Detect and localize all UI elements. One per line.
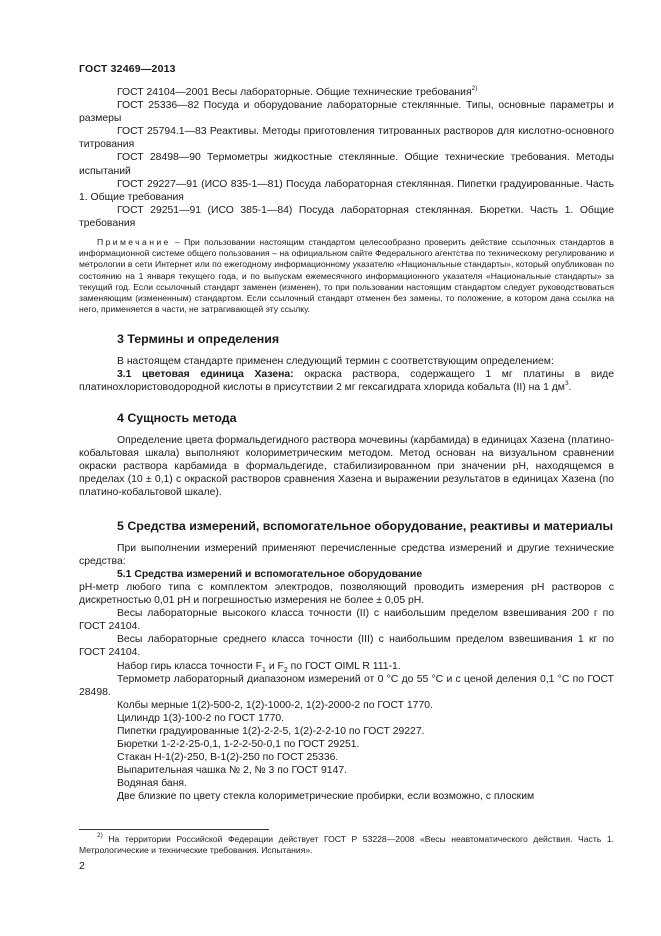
section-3-intro: В настоящем стандарте применен следующий термин с соответствующим определением:	[117, 355, 554, 367]
section-4-heading: 4 Сущность метода	[117, 411, 237, 426]
page-number: 2	[79, 860, 85, 872]
note	[79, 237, 614, 315]
reference-item: ГОСТ 29227—91 (ИСО 835-1—81) Посуда лабораторная стеклянная. Пипетки градуированные. Часть 1. Общие требования	[79, 178, 614, 203]
section-4-text: Определение цвета формальдегидного раствора мочевины (карбамида) в единицах Хазена (платино-кобальтовая шкала) выполняют колориметрическим методом. Метод основан на визуальном сравнении окраски раствора карбамида в формальдегиде, стабилизированном при значении рН, находящемся в пределах (10 ± 0,1) с окраской растворов сравнения Хазена и выражении результатов в единицах Хазена (по платино-кобальтовой шкале).	[79, 434, 614, 499]
equipment-item: Весы лабораторные среднего класса точности (III) с наибольшим пределом взвешивания 1 кг по ГОСТ 24104.	[79, 634, 614, 659]
footnote-ref: 2)	[471, 84, 478, 92]
equipment-item: Выпарительная чашка № 2, № 3 по ГОСТ 9147.	[117, 765, 348, 777]
reference-item: ГОСТ 25794.1—83 Реактивы. Методы приготовления титрованных растворов для кислотно-основного титрования	[79, 126, 614, 151]
equipment-item: Бюретки 1-2-2-25-0,1, 1-2-2-50-0,1 по ГОСТ 29251.	[117, 739, 360, 751]
equipment-item: Водяная баня.	[117, 778, 187, 790]
note-text: – При пользовании настоящим стандартом целесообразно проверить действие ссылочных стандартов в информационной системе общего пользования – на официальном сайте Федерального агентства по техническому регулированию и метрологии в сети Интернет или по ежегодному информационному указателю «Национальные стандарты», который опубликован по состоянию на 1 января текущего года, и по выпускам ежемесячного информационного указателя «Национальные стандарты» за текущий год. Если ссылочный стандарт заменен (изменен), то при пользовании настоящим стандартом следует руководствоваться заменяющим (измененным) стандартом. Если ссылочный стандарт отменен без замены, то положение, в котором дана ссылка на него, применяется в части, не затрагивающей эту ссылку.	[79, 237, 614, 315]
subsection-5-1-heading: 5.1 Средства измерений и вспомогательное оборудование	[117, 568, 423, 580]
equipment-item: Стакан Н-1(2)-250, В-1(2)-250 по ГОСТ 25336.	[117, 752, 339, 764]
term-name: 3.1 цветовая единица Хазена:	[117, 369, 294, 381]
footnote-marker: 2)	[97, 832, 103, 840]
equipment-item: Две близкие по цвету стекла колориметрические пробирки, если возможно, с плоским	[117, 791, 535, 803]
equipment-item: Термометр лабораторный диапазоном измерений от 0 °С до 55 °С и с ценой деления 0,1 °С по ГОСТ 28498.	[79, 673, 614, 698]
section-5-intro: При выполнении измерений применяют перечисленные средства измерений и другие технические средства:	[79, 542, 614, 567]
section-3-heading: 3 Термины и определения	[117, 332, 280, 347]
document-body	[79, 86, 614, 804]
reference-item: ГОСТ 24104—2001 Весы лабораторные. Общие технические требования$^{2)}$	[117, 84, 478, 98]
reference-item: ГОСТ 25336—82 Посуда и оборудование лабораторные стеклянные. Типы, основные параметры и размеры	[79, 100, 614, 125]
reference-item: ГОСТ 29251—91 (ИСО 385-1—84) Посуда лабораторная стеклянная. Бюретки. Часть 1. Общие требования	[79, 204, 614, 229]
equipment-item: Набор гирь класса точности $F_1$ и $F_2$ по ГОСТ OIML R 111-1.	[117, 660, 401, 674]
footnote-divider	[79, 829, 269, 830]
term-definition: 3.1 цветовая единица Хазена: окраска раствора, содержащего 1 мг платины в виде платинохлористоводородной кислоты в присутствии 2 мг гексагидрата хлорида кобальта (II) на 1 $дм^3$.	[79, 369, 614, 394]
equipment-item: Пипетки градуированные 1(2)-2-2-5, 1(2)-2-2-10 по ГОСТ 29227.	[117, 726, 425, 738]
reference-item: ГОСТ 28498—90 Термометры жидкостные стеклянные. Общие технические требования. Методы испытаний	[79, 152, 614, 177]
equipment-item: Цилиндр 1(3)-100-2 по ГОСТ 1770.	[117, 712, 285, 724]
equipment-item: Колбы мерные 1(2)-500-2, 1(2)-1000-2, 1(2)-2000-2 по ГОСТ 1770.	[117, 699, 433, 711]
document-header: ГОСТ 32469—2013	[79, 63, 176, 75]
equipment-item: рН-метр любого типа с комплектом электродов, позволяющий проводить измерения рН растворов с дискретностью 0,01 рН и погрешностью измерения не более ± 0,05 рН.	[79, 581, 614, 607]
footnote: $^{2)}$ На территории Российской Федерации действует ГОСТ Р 53228—2008 «Весы неавтоматического действия. Часть 1. Метрологические и технические требования. Испытания».	[79, 832, 614, 856]
equipment-item: Весы лабораторные высокого класса точности (II) с наибольшим пределом взвешивания 200 г по ГОСТ 24104.	[79, 608, 614, 633]
section-5-heading: 5 Средства измерений, вспомогательное оборудование, реактивы и материалы	[117, 519, 614, 534]
note-label: Примечание	[97, 237, 171, 248]
